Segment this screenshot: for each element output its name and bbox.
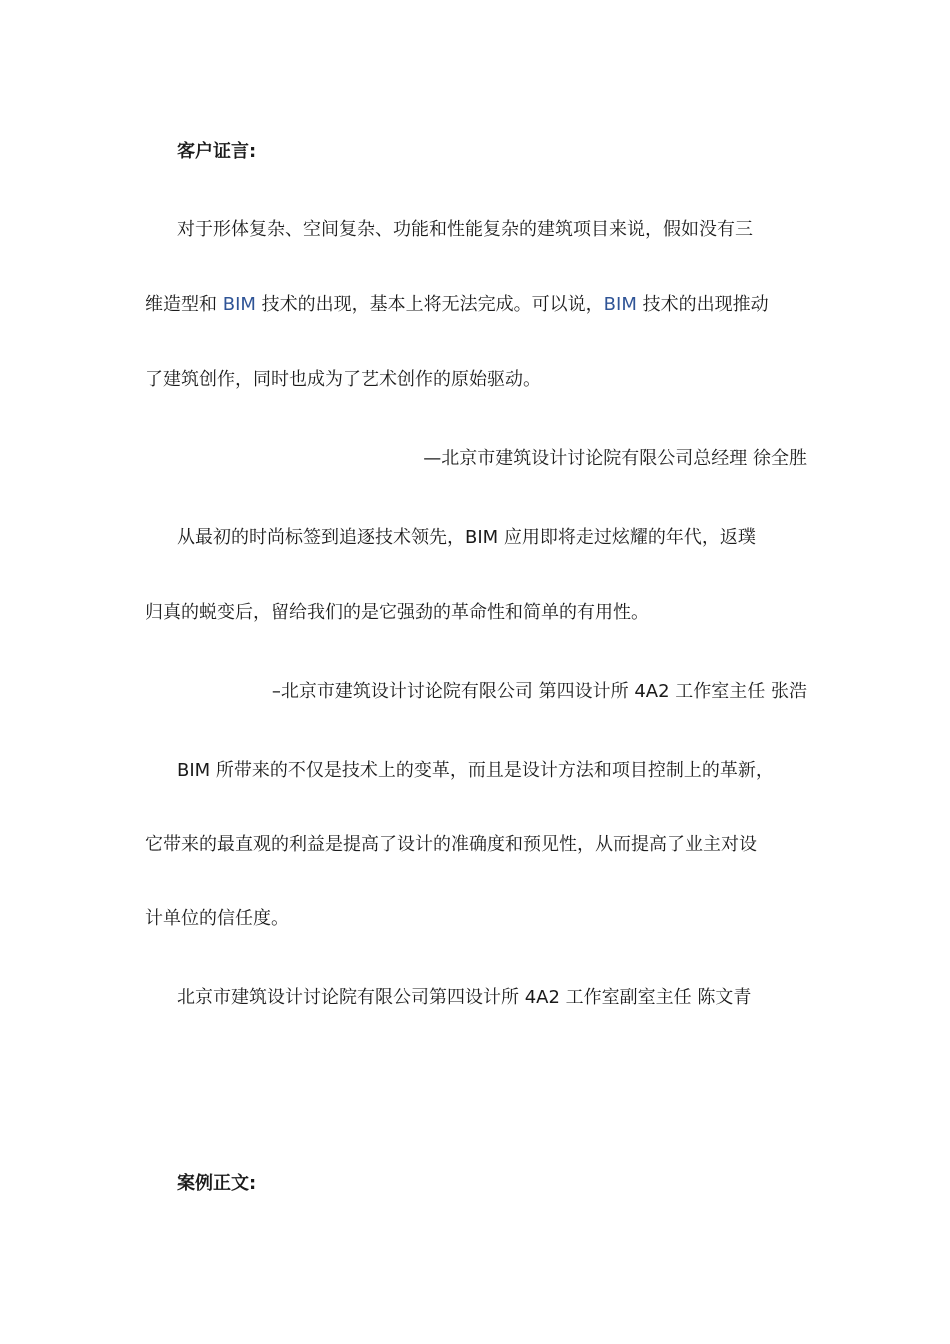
bim-term: BIM	[603, 294, 637, 315]
quote1-line2-c: 技术的出现推动	[636, 294, 769, 315]
quote3-line1: BIM 所带来的不仅是技术上的变革，而且是设计方法和项目控制上的革新，	[177, 760, 774, 781]
quote1-line2	[145, 293, 769, 317]
bim-term: BIM	[222, 294, 256, 315]
quote3-attribution: 北京市建筑设计讨论院有限公司第四设计所 4A2 工作室副室主任 陈文青	[177, 987, 752, 1008]
quote2-attribution: –北京市建筑设计讨论院有限公司 第四设计所 4A2 工作室主任 张浩	[271, 681, 807, 702]
quote3-line2: 它带来的最直观的利益是提高了设计的准确度和预见性，从而提高了业主对设	[145, 834, 757, 855]
quote1-line2-b: 技术的出现，基本上将无法完成。可以说，	[255, 294, 604, 315]
quote3-line3: 计单位的信任度。	[145, 908, 289, 929]
testimonials-heading: 客户证言:	[177, 141, 257, 162]
quote1-line3: 了建筑创作，同时也成为了艺术创作的原始驱动。	[145, 369, 541, 390]
quote1-line1: 对于形体复杂、空间复杂、功能和性能复杂的建筑项目来说，假如没有三	[177, 219, 753, 240]
quote1-attribution: —北京市建筑设计讨论院有限公司总经理 徐全胜	[423, 448, 807, 469]
quote2-line1: 从最初的时尚标签到追逐技术领先，BIM 应用即将走过炫耀的年代，返璞	[177, 527, 756, 548]
quote2-line2: 归真的蜕变后，留给我们的是它强劲的革命性和简单的有用性。	[145, 602, 649, 623]
case-heading: 案例正文:	[177, 1173, 257, 1194]
quote1-line2-a: 维造型和	[145, 294, 223, 315]
